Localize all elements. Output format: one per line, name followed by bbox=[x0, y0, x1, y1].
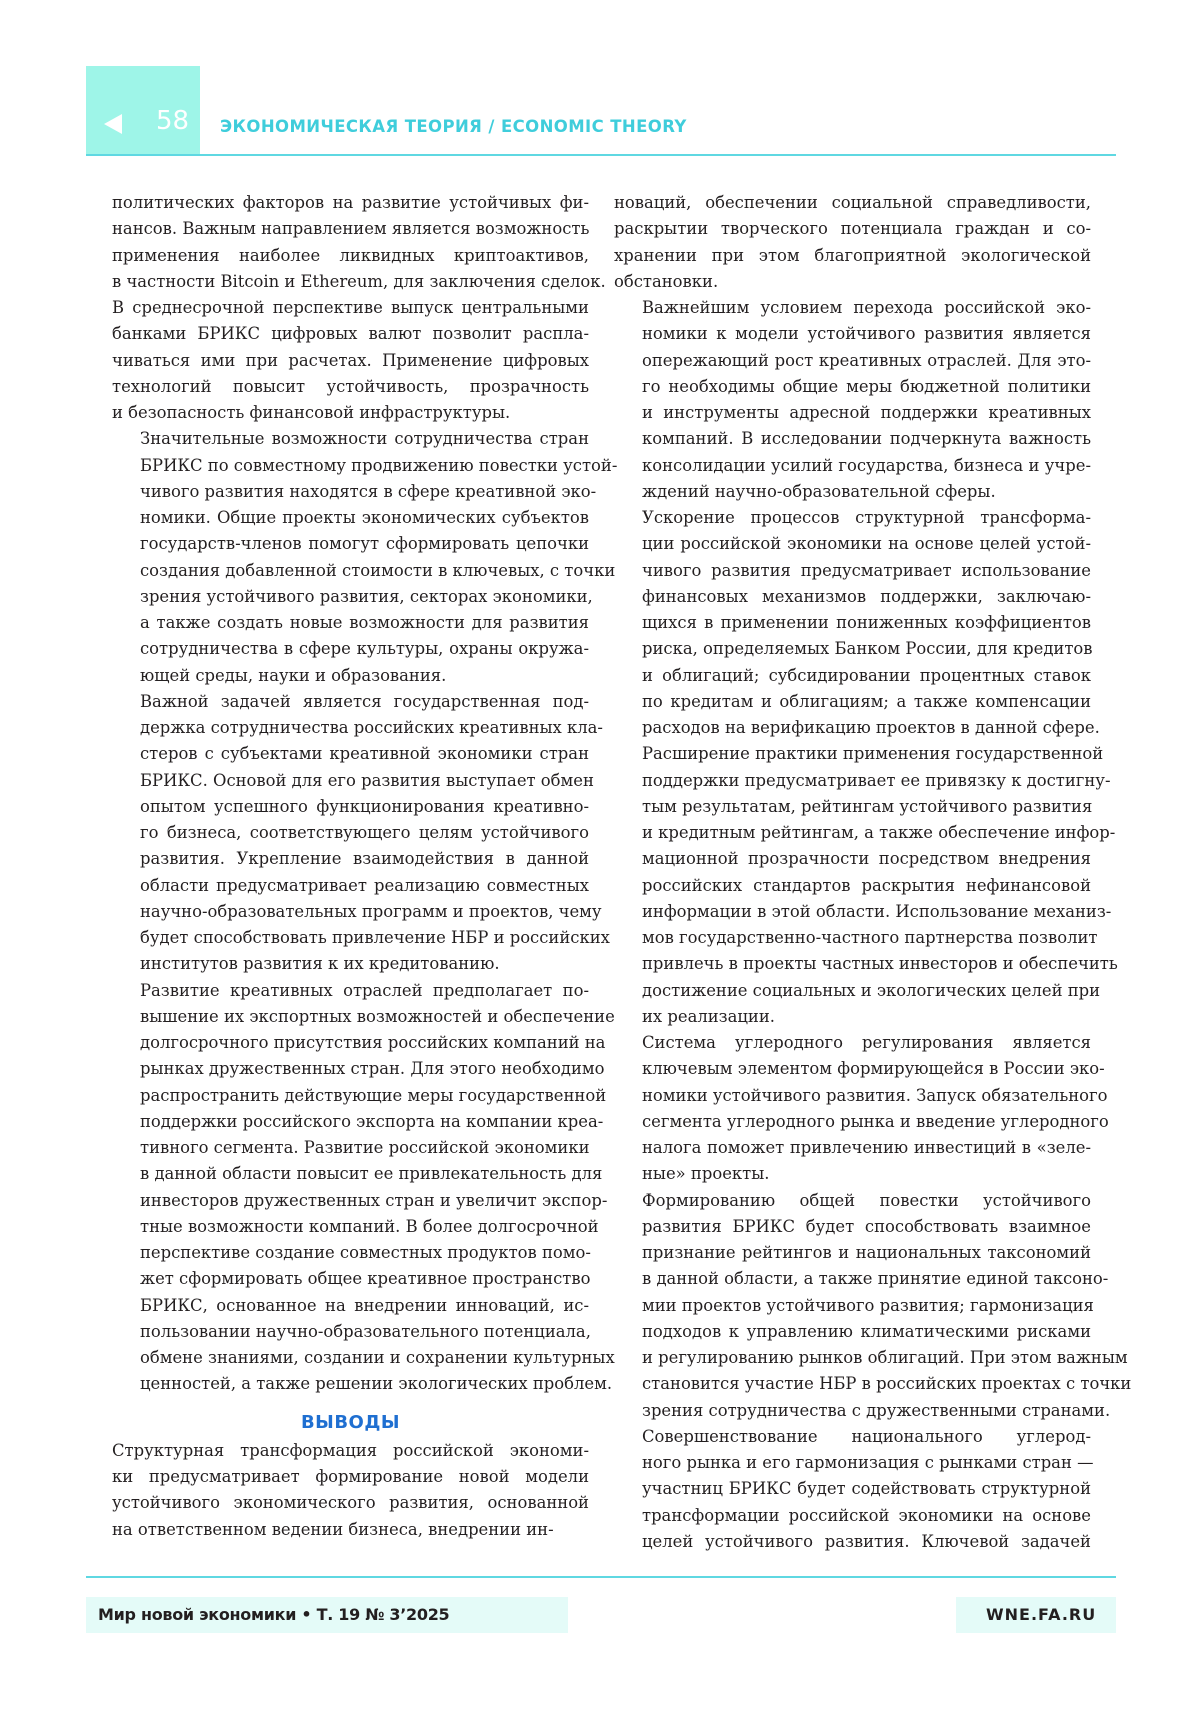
text-line: опытом успешного функционирования креативно- bbox=[140, 796, 589, 816]
text-line: риска, определяемых Банком России, для кредитов bbox=[642, 639, 1093, 659]
paragraph bbox=[614, 295, 1091, 505]
text-line: В среднесрочной перспективе выпуск центральными bbox=[112, 298, 589, 317]
text-line: становится участие НБР в российских проектах с точки bbox=[642, 1374, 1132, 1394]
right-column bbox=[614, 190, 1132, 1555]
text-line: инвесторов дружественных стран и увеличит экспор- bbox=[140, 1190, 608, 1210]
website-box bbox=[956, 1597, 1116, 1633]
journal-info: Мир новой экономики • Т. 19 № 3’2025 bbox=[98, 1605, 450, 1624]
text-line: перспективе создание совместных продуктов помо- bbox=[140, 1243, 591, 1262]
text-line: развития БРИКС будет способствовать взаимное bbox=[642, 1216, 1091, 1236]
text-line: номики к модели устойчивого развития является bbox=[642, 324, 1091, 344]
section-title: ЭКОНОМИЧЕСКАЯ ТЕОРИЯ / ECONOMIC THEORY bbox=[220, 117, 687, 136]
journal-info-box bbox=[86, 1597, 568, 1633]
text-line: и регулированию рынков облигаций. При этом важным bbox=[642, 1348, 1128, 1367]
text-line: пользовании научно-образовательного потенциала, bbox=[140, 1321, 591, 1341]
text-line: БРИКС. Основой для его развития выступает обмен bbox=[140, 770, 594, 790]
text-line: стеров с субъектами креативной экономики стран bbox=[140, 744, 589, 764]
text-line: Важнейшим условием перехода российской эко- bbox=[642, 298, 1091, 317]
text-line: достижение социальных и экологических целей при bbox=[642, 980, 1101, 1000]
text-line: БРИКС, основанное на внедрении инноваций, ис- bbox=[140, 1295, 589, 1315]
text-line: банками БРИКС цифровых валют позволит распла- bbox=[112, 324, 589, 344]
text-line: тым результатам, рейтингам устойчивого развития bbox=[642, 796, 1093, 816]
text-line: ющей среды, науки и образования. bbox=[140, 665, 447, 685]
paragraph bbox=[614, 1424, 1094, 1555]
text-line: и кредитным рейтингам, а также обеспечение инфор- bbox=[642, 823, 1116, 842]
text-line: Ускорение процессов структурной трансформа- bbox=[642, 508, 1091, 527]
text-line: вышение их экспортных возможностей и обеспечение bbox=[140, 1006, 615, 1026]
text-line: БРИКС по совместному продвижению повестки устой- bbox=[140, 455, 618, 475]
text-line: Расширение практики применения государственной bbox=[642, 744, 1104, 764]
website-link[interactable]: WNE.FA.RU bbox=[986, 1605, 1097, 1624]
text-line: а также создать новые возможности для развития bbox=[140, 613, 589, 632]
text-line: раскрытии творческого потенциала граждан и со- bbox=[614, 219, 1091, 239]
text-line: чиваться ими при расчетах. Применение цифровых bbox=[112, 350, 589, 370]
text-line: обмене знаниями, создании и сохранении культурных bbox=[140, 1348, 615, 1367]
text-line: чивого развития предусматривает использование bbox=[642, 560, 1091, 580]
text-line: подходов к управлению климатическими рисками bbox=[642, 1321, 1091, 1341]
text-line: их реализации. bbox=[642, 1006, 775, 1026]
text-line: налога поможет привлечению инвестиций в «зеле- bbox=[642, 1138, 1091, 1157]
footer-divider bbox=[86, 1576, 1116, 1578]
text-line: ции российской экономики на основе целей устой- bbox=[642, 534, 1091, 554]
text-line: ки предусматривает формирование новой модели bbox=[112, 1467, 589, 1486]
paragraph bbox=[112, 190, 606, 426]
text-line: финансовых механизмов поддержки, заключаю- bbox=[642, 586, 1091, 606]
text-line: области предусматривает реализацию совместных bbox=[140, 875, 589, 895]
text-line: расходов на верификацию проектов в данной сфере. bbox=[642, 718, 1100, 737]
text-line: ценностей, а также решении экологических проблем. bbox=[140, 1374, 613, 1394]
text-line: сотрудничества в сфере культуры, охраны окружа- bbox=[140, 639, 589, 659]
text-line: жет сформировать общее креативное пространство bbox=[140, 1269, 591, 1289]
text-line: Формированию общей повестки устойчивого bbox=[642, 1190, 1091, 1210]
paragraph bbox=[614, 505, 1118, 1030]
text-line: зрения устойчивого развития, секторах экономики, bbox=[140, 586, 593, 606]
text-line: щихся в применении пониженных коэффициентов bbox=[642, 613, 1091, 632]
text-line: мов государственно-частного партнерства позволит bbox=[642, 928, 1098, 947]
text-line: в частности Bitcoin и Ethereum, для заключения сделок. bbox=[112, 271, 606, 291]
text-line: номики устойчивого развития. Запуск обязательного bbox=[642, 1085, 1108, 1105]
text-line: государств-членов помогут сформировать цепочки bbox=[140, 534, 589, 554]
paragraph bbox=[112, 1438, 589, 1543]
text-line: го бизнеса, соответствующего целям устойчивого bbox=[140, 823, 589, 842]
text-line: опережающий рост креативных отраслей. Для это- bbox=[642, 350, 1091, 370]
text-line: сегмента углеродного рынка и введение углеродного bbox=[642, 1111, 1109, 1131]
text-line: обстановки. bbox=[614, 271, 719, 291]
text-line: ключевым элементом формирующейся в России эко- bbox=[642, 1059, 1105, 1079]
text-line: держка сотрудничества российских креативных кла- bbox=[140, 718, 603, 737]
text-line: поддержки российского экспорта на компании креа- bbox=[140, 1111, 604, 1131]
text-line: по кредитам и облигациям; а также компенсации bbox=[642, 691, 1091, 711]
text-line: тивного сегмента. Развитие российской экономики bbox=[140, 1138, 590, 1157]
text-line: Совершенствование национального углерод- bbox=[642, 1426, 1091, 1446]
section-heading-conclusions: ВЫВОДЫ bbox=[300, 1411, 401, 1433]
text-line: чивого развития находятся в сфере креативной эко- bbox=[140, 481, 597, 501]
text-line: и облигаций; субсидировании процентных ставок bbox=[642, 665, 1091, 685]
header-divider bbox=[86, 154, 1116, 156]
paragraph bbox=[112, 426, 618, 689]
text-line: участниц БРИКС будет содействовать структурной bbox=[642, 1479, 1091, 1499]
text-line: в данной области повысит ее привлекательность для bbox=[140, 1164, 603, 1184]
text-line: признание рейтингов и национальных таксономий bbox=[642, 1243, 1091, 1262]
page-number: 58 bbox=[156, 106, 190, 136]
text-line: консолидации усилий государства, бизнеса и учре- bbox=[642, 455, 1091, 475]
text-line: политических факторов на развитие устойчивых фи- bbox=[112, 193, 589, 212]
text-line: компаний. В исследовании подчеркнута важность bbox=[642, 429, 1091, 449]
text-line: распространить действующие меры государственной bbox=[140, 1085, 607, 1105]
text-line: применения наиболее ликвидных криптоактивов, bbox=[112, 245, 589, 265]
text-line: научно-образовательных программ и проектов, чему bbox=[140, 901, 602, 921]
text-line: на ответственном ведении бизнеса, внедрении ин- bbox=[112, 1519, 554, 1539]
text-line: ного рынка и его гармонизация с рынками стран — bbox=[642, 1453, 1094, 1472]
text-line: ные» проекты. bbox=[642, 1164, 770, 1184]
text-line: мационной прозрачности посредством внедрения bbox=[642, 849, 1091, 869]
text-line: создания добавленной стоимости в ключевых, с точки bbox=[140, 560, 616, 580]
text-line: хранении при этом благоприятной экологической bbox=[614, 245, 1091, 265]
paragraph bbox=[112, 689, 610, 978]
text-line: в данной области, а также принятие единой таксоно- bbox=[642, 1269, 1109, 1289]
text-line: трансформации российской экономики на основе bbox=[642, 1505, 1091, 1525]
text-line: устойчивого экономического развития, основанной bbox=[112, 1493, 589, 1513]
text-line: Значительные возможности сотрудничества стран bbox=[140, 429, 589, 449]
text-line: целей устойчивого развития. Ключевой задачей bbox=[642, 1531, 1091, 1551]
text-line: ждений научно-образовательной сферы. bbox=[642, 481, 996, 501]
left-column bbox=[112, 190, 618, 1543]
paragraph bbox=[614, 1030, 1109, 1188]
triangle-left-icon[interactable] bbox=[104, 114, 122, 134]
text-line: Развитие креативных отраслей предполагает по- bbox=[140, 980, 589, 1000]
text-line: тные возможности компаний. В более долгосрочной bbox=[140, 1216, 599, 1236]
text-line: мии проектов устойчивого развития; гармонизация bbox=[642, 1295, 1094, 1315]
text-line: и инструменты адресной поддержки креативных bbox=[642, 403, 1091, 422]
text-line: привлечь в проекты частных инвесторов и обеспечить bbox=[642, 954, 1118, 974]
text-line: развития. Укрепление взаимодействия в данной bbox=[140, 849, 589, 869]
paragraph bbox=[614, 190, 1091, 295]
text-line: новаций, обеспечении социальной справедливости, bbox=[614, 193, 1091, 212]
text-line: Система углеродного регулирования является bbox=[642, 1033, 1091, 1052]
paragraph bbox=[112, 978, 615, 1398]
page-number-block bbox=[86, 66, 200, 154]
text-line: поддержки предусматривает ее привязку к достигну- bbox=[642, 770, 1111, 790]
text-line: институтов развития к их кредитованию. bbox=[140, 954, 500, 974]
text-line: и безопасность финансовой инфраструктуры. bbox=[112, 403, 511, 422]
text-line: долгосрочного присутствия российских компаний на bbox=[140, 1033, 606, 1052]
text-line: информации в этой области. Использование механиз- bbox=[642, 901, 1112, 921]
text-line: зрения сотрудничества с дружественными странами. bbox=[642, 1400, 1111, 1420]
text-line: технологий повысит устойчивость, прозрачность bbox=[112, 376, 589, 396]
text-line: будет способствовать привлечение НБР и российских bbox=[140, 928, 610, 947]
text-line: Структурная трансформация российской экономи- bbox=[112, 1440, 589, 1460]
text-line: рынках дружественных стран. Для этого необходимо bbox=[140, 1059, 605, 1079]
text-line: номики. Общие проекты экономических субъектов bbox=[140, 508, 589, 527]
text-line: го необходимы общие меры бюджетной политики bbox=[642, 376, 1091, 396]
text-line: российских стандартов раскрытия нефинансовой bbox=[642, 875, 1091, 895]
text-line: нансов. Важным направлением является возможность bbox=[112, 219, 590, 239]
paragraph bbox=[614, 1188, 1132, 1424]
text-line: Важной задачей является государственная под- bbox=[140, 691, 589, 711]
